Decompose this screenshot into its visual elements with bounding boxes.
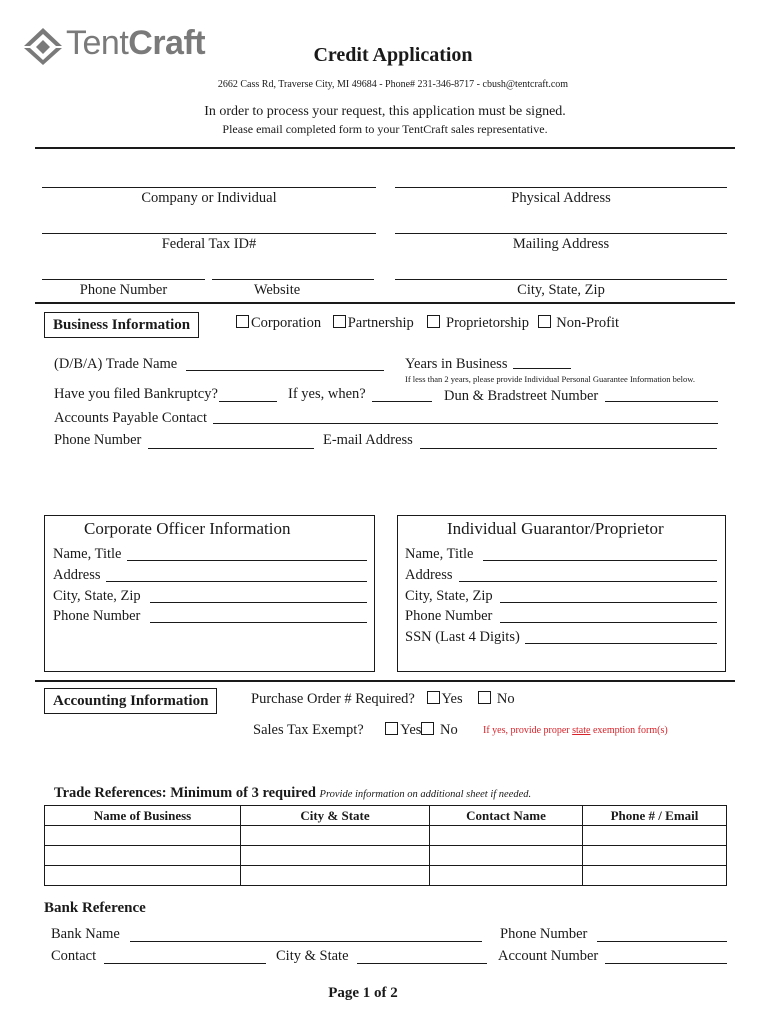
federal-tax-field[interactable] <box>42 233 376 234</box>
table-row <box>45 826 727 846</box>
if-yes-when-label: If yes, when? <box>288 386 366 402</box>
partnership-label: Partnership <box>347 315 414 331</box>
bank-name-label: Bank Name <box>51 926 120 942</box>
trade-references-title: Trade References: Minimum of 3 required <box>54 785 316 801</box>
business-email-field[interactable] <box>420 448 717 449</box>
guarantor-address-label: Address <box>405 567 453 583</box>
tax-yes-checkbox[interactable] <box>385 722 398 735</box>
bank-city-state-field[interactable] <box>357 963 487 964</box>
guarantor-ssn-field[interactable] <box>525 643 717 644</box>
tax-note-state-link[interactable]: state <box>572 725 591 736</box>
dun-bradstreet-label: Dun & Bradstreet Number <box>444 388 599 404</box>
po-required-row <box>251 691 515 708</box>
company-address-line: 2662 Cass Rd, Traverse City, MI 49684 - Phone# 231-346-8717 - cbush@tentcraft.com <box>217 79 569 90</box>
officer-city-label: City, State, Zip <box>53 588 141 604</box>
city-state-zip-label: City, State, Zip <box>517 282 605 298</box>
tax-yes-label: Yes <box>400 722 422 738</box>
po-no-label: No <box>496 691 515 707</box>
business-phone-label: Phone Number <box>54 432 142 448</box>
non-profit-label: Non-Profit <box>556 315 620 331</box>
ref2-contact-cell[interactable] <box>430 846 583 866</box>
ref2-phone-cell[interactable] <box>583 846 727 866</box>
officer-name-label: Name, Title <box>53 546 122 562</box>
bank-phone-field[interactable] <box>597 941 727 942</box>
logo-word-tent: Tent <box>66 24 129 62</box>
trade-references-note: Provide information on additional sheet if needed. <box>319 789 532 800</box>
bankruptcy-label: Have you filed Bankruptcy? <box>54 386 218 402</box>
bank-contact-label: Contact <box>51 948 97 964</box>
ref3-phone-cell[interactable] <box>583 866 727 886</box>
corporate-officer-title: Corporate Officer Information <box>84 519 291 538</box>
ref2-city-cell[interactable] <box>241 846 430 866</box>
ref3-contact-cell[interactable] <box>430 866 583 886</box>
officer-name-field[interactable] <box>127 560 367 561</box>
ref1-city-cell[interactable] <box>241 826 430 846</box>
ref2-business-cell[interactable] <box>45 846 241 866</box>
guarantor-ssn-label: SSN (Last 4 Digits) <box>405 629 520 645</box>
col-phone-email: Phone # / Email <box>583 806 727 826</box>
table-row <box>45 846 727 866</box>
trade-references-table <box>44 805 727 886</box>
guarantor-city-label: City, State, Zip <box>405 588 493 604</box>
guarantor-phone-field[interactable] <box>500 622 717 623</box>
dun-bradstreet-field[interactable] <box>605 401 718 402</box>
corporation-label: Corporation <box>251 315 322 331</box>
bank-reference-title: Bank Reference <box>44 900 146 916</box>
officer-phone-label: Phone Number <box>53 608 141 624</box>
ref1-contact-cell[interactable] <box>430 826 583 846</box>
logo-word-craft: Craft <box>128 24 206 62</box>
federal-tax-label: Federal Tax ID# <box>161 236 257 252</box>
guarantor-phone-label: Phone Number <box>405 608 493 624</box>
years-in-business-label: Years in Business <box>405 356 508 372</box>
bank-contact-field[interactable] <box>104 963 266 964</box>
bankruptcy-field[interactable] <box>219 401 277 402</box>
accounting-info-title: Accounting Information <box>44 688 217 714</box>
ap-contact-label: Accounts Payable Contact <box>54 410 208 426</box>
header-divider <box>35 147 735 149</box>
table-row <box>45 866 727 886</box>
years-note: If less than 2 years, please provide Individual Personal Guarantee Information below. <box>405 374 696 384</box>
city-state-zip-field[interactable] <box>395 279 727 280</box>
mailing-address-label: Mailing Address <box>512 236 610 252</box>
corporation-checkbox[interactable] <box>236 315 249 328</box>
po-yes-label: Yes <box>441 691 463 707</box>
phone-field[interactable] <box>42 279 205 280</box>
guarantor-name-label: Name, Title <box>405 546 474 562</box>
partnership-checkbox[interactable] <box>333 315 346 328</box>
bank-city-state-label: City & State <box>276 948 349 964</box>
col-city-state: City & State <box>241 806 430 826</box>
intro-line-1: In order to process your request, this application must be signed. <box>204 104 566 119</box>
bank-account-field[interactable] <box>605 963 727 964</box>
website-label: Website <box>253 282 301 298</box>
tax-exempt-row <box>253 722 458 739</box>
mailing-address-field[interactable] <box>395 233 727 234</box>
po-yes-checkbox[interactable] <box>427 691 440 704</box>
officer-address-field[interactable] <box>106 581 367 582</box>
proprietorship-label: Proprietorship <box>446 315 529 331</box>
ref1-phone-cell[interactable] <box>583 826 727 846</box>
guarantor-city-field[interactable] <box>500 602 717 603</box>
proprietorship-checkbox[interactable] <box>427 315 440 328</box>
page-number: Page 1 of 2 <box>328 985 398 1001</box>
tax-exempt-note <box>483 725 668 736</box>
guarantor-name-field[interactable] <box>483 560 717 561</box>
company-label: Company or Individual <box>141 190 277 206</box>
ref1-business-cell[interactable] <box>45 826 241 846</box>
non-profit-checkbox[interactable] <box>538 315 551 328</box>
bank-account-label: Account Number <box>498 948 599 964</box>
website-field[interactable] <box>212 279 374 280</box>
guarantor-address-field[interactable] <box>459 581 717 582</box>
business-info-title: Business Information <box>44 312 199 338</box>
business-type-options <box>236 315 619 332</box>
ref3-business-cell[interactable] <box>45 866 241 886</box>
form-title: Credit Application <box>313 44 473 66</box>
col-contact-name: Contact Name <box>430 806 583 826</box>
guarantor-divider <box>35 680 735 682</box>
ref3-city-cell[interactable] <box>241 866 430 886</box>
years-in-business-field[interactable] <box>513 368 571 369</box>
phone-label: Phone Number <box>79 282 168 298</box>
po-no-checkbox[interactable] <box>478 691 491 704</box>
business-email-label: E-mail Address <box>323 432 413 448</box>
trade-name-field[interactable] <box>186 370 384 371</box>
physical-address-field[interactable] <box>395 187 727 188</box>
tax-note-pre: If yes, provide proper <box>483 725 573 736</box>
tax-note-post: exemption form(s) <box>590 725 668 736</box>
intro-line-2: Please email completed form to your TentCraft sales representative. <box>222 122 548 136</box>
bank-phone-label: Phone Number <box>500 926 588 942</box>
officer-phone-field[interactable] <box>150 622 367 623</box>
physical-address-label: Physical Address <box>511 190 611 206</box>
trade-references-heading <box>54 785 531 802</box>
po-required-label: Purchase Order # Required? <box>251 691 415 707</box>
table-header-row <box>45 806 727 826</box>
officer-city-field[interactable] <box>150 602 367 603</box>
tax-exempt-label: Sales Tax Exempt? <box>253 722 364 738</box>
company-field[interactable] <box>42 187 376 188</box>
tax-no-checkbox[interactable] <box>421 722 434 735</box>
officer-address-label: Address <box>53 567 101 583</box>
trade-name-label: (D/B/A) Trade Name <box>54 356 178 372</box>
bank-name-field[interactable] <box>130 941 482 942</box>
tax-no-label: No <box>440 722 458 738</box>
ap-contact-field[interactable] <box>213 423 718 424</box>
top-fields-divider <box>35 302 735 304</box>
col-name-of-business: Name of Business <box>45 806 241 826</box>
business-phone-field[interactable] <box>148 448 314 449</box>
bankruptcy-date-field[interactable] <box>372 401 432 402</box>
guarantor-title: Individual Guarantor/Proprietor <box>447 519 664 538</box>
